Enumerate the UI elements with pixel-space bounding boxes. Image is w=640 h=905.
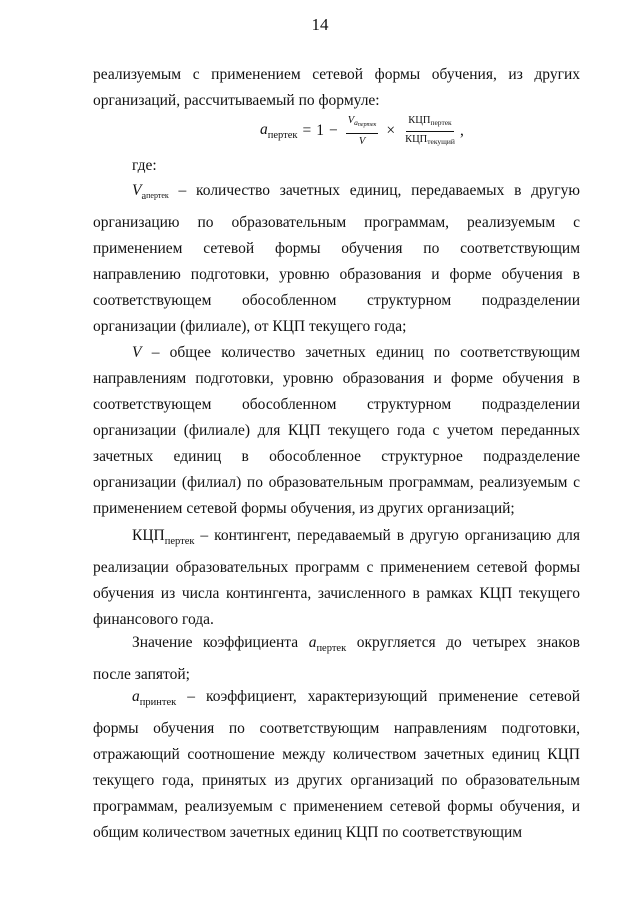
def-va-symbol: $V_aпертек$ <box>132 182 169 202</box>
formula-lhs: $a_{пертек}$ <box>260 121 298 141</box>
definition-va: $V_aпертек$ – количество зачетных единиц, передаваемых в другую организацию по образовательным программам, реализуемым с применением сетевой формы обучения по соответствующим направлению подготовки, уровню образования и форме обучения в соответствующем обособленном структурном подразделении организации (филиале), от КЦП текущего года; <box>93 182 580 335</box>
formula-fraction-kcp: $\frac{\text{КЦПпертек}}{\text{КЦПтекущий}}$ <box>405 114 455 146</box>
def-v-symbol: V <box>132 344 142 361</box>
def-kcp-symbol: $КЦП_{пертек}$ <box>132 527 195 547</box>
formula-times: × <box>386 122 396 139</box>
where-label: где: <box>132 157 157 174</box>
formula-one: 1 <box>316 122 324 139</box>
definition-aprintek: $a_{принтек}$ – коэффициент, характеризующий применение сетевой формы обучения по соответствующим направлениям подготовки, отражающий соотношение между количеством зачетных единиц КЦП текущего года, принятых из других организаций по образовательным программам, реализуемым с применением сетевой формы обучения, и общим количеством зачетных единиц КЦП по соответствующим <box>93 688 580 841</box>
formula-trailing: , <box>459 122 464 139</box>
formula-fraction-v: $\frac{Va_{пертек}}{V}$ <box>347 114 377 147</box>
formula-equals: = <box>302 122 312 139</box>
def-aprintek-symbol: $a_{принтек}$ <box>132 688 177 708</box>
definition-v: V – общее количество зачетных единиц по соответствующим направлениям подготовки, уровню образования и форме обучения в соответствующем обособленном структурном подразделении организации (филиале) для КЦП текущего года с учетом переданных зачетных единиц в обособленное структурное подразделение организации (филиал) по образовательным программам, реализуемым с применением сетевой формы обучения, из других организаций; <box>93 344 580 517</box>
formula <box>260 108 464 154</box>
page-number: 14 <box>311 15 329 34</box>
formula-minus: − <box>329 122 338 139</box>
rounding-note: Значение коэффициента $a_{пертек}$ округляется до четырех знаков после запятой; <box>93 634 580 683</box>
intro-paragraph: реализуемым с применением сетевой формы обучения, из других организаций, рассчитываемый по формуле: <box>93 66 580 109</box>
definition-kcp: $КЦП_{пертек}$ – контингент, передаваемый в другую организацию для реализации образовательных программ с применением сетевой формы обучения из числа контингента, зачисленного в рамках КЦП текущего финансового года. <box>93 527 580 628</box>
rounding-symbol: $a_{пертек}$ <box>308 634 347 654</box>
